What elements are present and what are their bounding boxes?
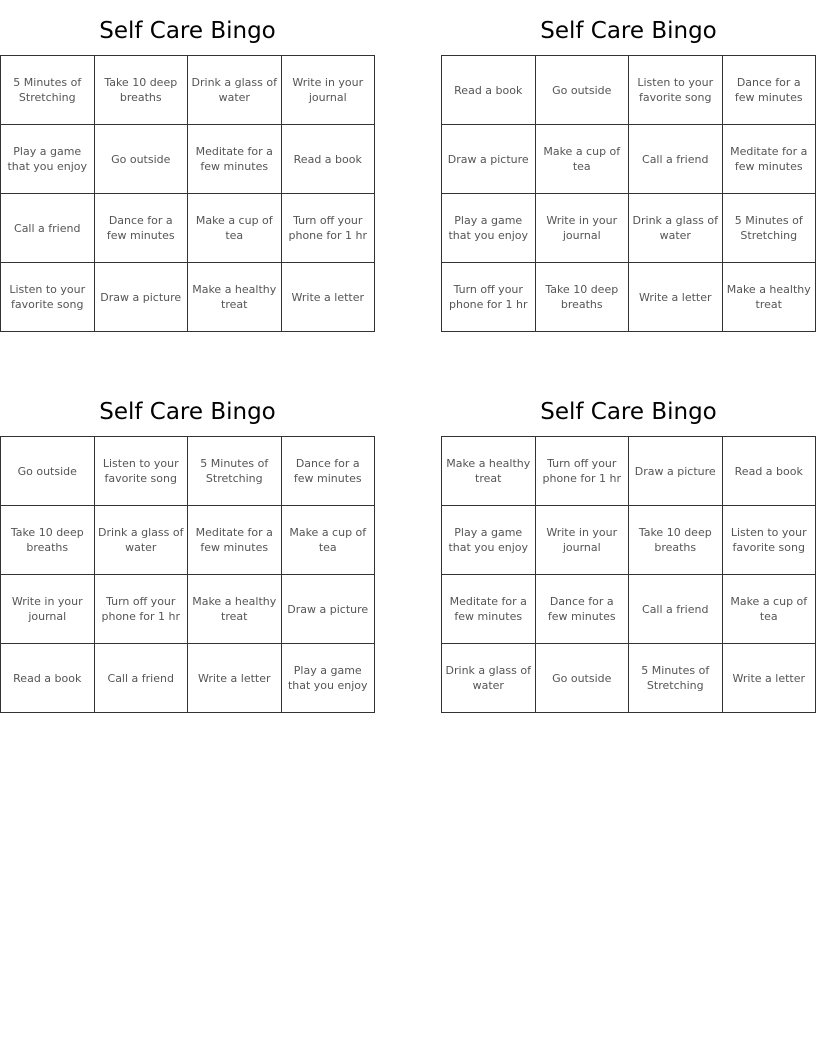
bingo-cell: Draw a picture	[442, 125, 536, 194]
bingo-cell: Write in your journal	[535, 506, 629, 575]
bingo-row	[1, 56, 375, 125]
bingo-cell: Dance for a few minutes	[535, 575, 629, 644]
bingo-cell: Play a game that you enjoy	[442, 194, 536, 263]
bingo-card-4	[441, 384, 816, 713]
bingo-row	[442, 644, 816, 713]
bingo-cell: Write a letter	[629, 263, 723, 332]
bingo-cell: Write in your journal	[1, 575, 95, 644]
bingo-cell: Make a cup of tea	[535, 125, 629, 194]
bingo-row	[442, 194, 816, 263]
bingo-cell: Listen to your favorite song	[94, 437, 188, 506]
bingo-row	[442, 437, 816, 506]
bingo-cell: Read a book	[442, 56, 536, 125]
bingo-row	[442, 575, 816, 644]
card-title: Self Care Bingo	[540, 18, 717, 44]
bingo-cell: Go outside	[94, 125, 188, 194]
bingo-cell: Drink a glass of water	[94, 506, 188, 575]
bingo-cell: Go outside	[1, 437, 95, 506]
bingo-cell: Make a healthy treat	[442, 437, 536, 506]
bingo-cell: Take 10 deep breaths	[629, 506, 723, 575]
bingo-row	[442, 125, 816, 194]
bingo-cell: Make a cup of tea	[281, 506, 375, 575]
bingo-row	[1, 644, 375, 713]
bingo-cell: 5 Minutes of Stretching	[629, 644, 723, 713]
bingo-cell: Dance for a few minutes	[722, 56, 816, 125]
bingo-cell: Call a friend	[94, 644, 188, 713]
bingo-cell: Make a cup of tea	[722, 575, 816, 644]
bingo-cell: Make a cup of tea	[188, 194, 282, 263]
bingo-grid	[0, 436, 375, 713]
bingo-cell: Take 10 deep breaths	[1, 506, 95, 575]
bingo-cell: Turn off your phone for 1 hr	[94, 575, 188, 644]
bingo-row	[442, 263, 816, 332]
bingo-cell: Make a healthy treat	[188, 575, 282, 644]
bingo-cell: 5 Minutes of Stretching	[722, 194, 816, 263]
bingo-card-1	[0, 3, 375, 332]
bingo-cell: Turn off your phone for 1 hr	[535, 437, 629, 506]
bingo-cell: 5 Minutes of Stretching	[1, 56, 95, 125]
bingo-row	[1, 437, 375, 506]
bingo-cell: Listen to your favorite song	[1, 263, 95, 332]
bingo-cell: Write a letter	[722, 644, 816, 713]
bingo-cell: Draw a picture	[94, 263, 188, 332]
bingo-cell: Dance for a few minutes	[94, 194, 188, 263]
card-title: Self Care Bingo	[540, 399, 717, 425]
bingo-row	[442, 506, 816, 575]
bingo-grid	[0, 55, 375, 332]
bingo-cell: Write in your journal	[535, 194, 629, 263]
bingo-cell: Go outside	[535, 644, 629, 713]
bingo-row	[1, 506, 375, 575]
bingo-row	[1, 194, 375, 263]
bingo-cell: Turn off your phone for 1 hr	[442, 263, 536, 332]
bingo-cell: Meditate for a few minutes	[188, 506, 282, 575]
bingo-cell: Call a friend	[1, 194, 95, 263]
bingo-cell: Read a book	[722, 437, 816, 506]
bingo-cell: Make a healthy treat	[722, 263, 816, 332]
bingo-cell: Meditate for a few minutes	[188, 125, 282, 194]
bingo-cell: Dance for a few minutes	[281, 437, 375, 506]
bingo-cell: Drink a glass of water	[442, 644, 536, 713]
bingo-cell: Call a friend	[629, 125, 723, 194]
bingo-cell: Play a game that you enjoy	[281, 644, 375, 713]
bingo-cell: Listen to your favorite song	[722, 506, 816, 575]
bingo-cell: Meditate for a few minutes	[442, 575, 536, 644]
bingo-cell: Make a healthy treat	[188, 263, 282, 332]
bingo-row	[442, 56, 816, 125]
bingo-cell: Draw a picture	[629, 437, 723, 506]
bingo-cell: Write a letter	[188, 644, 282, 713]
bingo-grid	[441, 436, 816, 713]
bingo-cell: Drink a glass of water	[629, 194, 723, 263]
bingo-row	[1, 125, 375, 194]
bingo-cell: Take 10 deep breaths	[94, 56, 188, 125]
bingo-cell: Draw a picture	[281, 575, 375, 644]
bingo-cell: 5 Minutes of Stretching	[188, 437, 282, 506]
bingo-cell: Take 10 deep breaths	[535, 263, 629, 332]
bingo-grid	[441, 55, 816, 332]
bingo-cell: Read a book	[281, 125, 375, 194]
bingo-cell: Listen to your favorite song	[629, 56, 723, 125]
bingo-card-3	[0, 384, 375, 713]
bingo-cell: Meditate for a few minutes	[722, 125, 816, 194]
bingo-cell: Play a game that you enjoy	[442, 506, 536, 575]
bingo-row	[1, 263, 375, 332]
bingo-cell: Drink a glass of water	[188, 56, 282, 125]
card-title: Self Care Bingo	[99, 18, 276, 44]
bingo-card-2	[441, 3, 816, 332]
bingo-cell: Read a book	[1, 644, 95, 713]
bingo-row	[1, 575, 375, 644]
bingo-cell: Write a letter	[281, 263, 375, 332]
bingo-cell: Write in your journal	[281, 56, 375, 125]
bingo-cell: Call a friend	[629, 575, 723, 644]
bingo-cell: Go outside	[535, 56, 629, 125]
card-title: Self Care Bingo	[99, 399, 276, 425]
bingo-cell: Turn off your phone for 1 hr	[281, 194, 375, 263]
bingo-cell: Play a game that you enjoy	[1, 125, 95, 194]
